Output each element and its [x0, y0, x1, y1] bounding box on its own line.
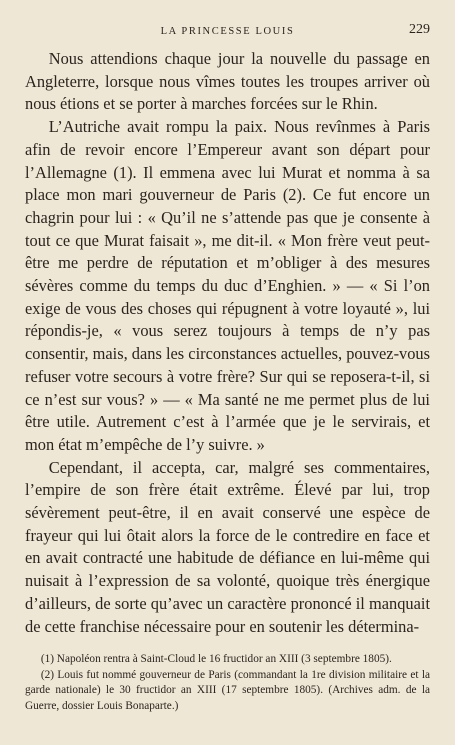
paragraph: L’Autriche avait rompu la paix. Nous revînmes à Paris afin de revoir encore l’Empereur avant son départ pour l’Allemagne (1). Il emmena avec lui Murat et nomma à sa place mon mari gouverneur de Paris (2). Ce fut encore un chagrin pour lui : « Qu’il ne s’attende pas que je consente à tout ce que Murat faisait », me dit-il. « Mon frère veut peut-être me perdre de réputation et m’obliger à des mesures sévères comme du temps du duc d’Enghien. » — « Si l’on exige de vous des choses qui répugnent à votre loyauté », lui répondis-je, « vous serez toujours à temps de n’y pas consentir, mais, dans les circonstances actuelles, pouvez-vous refuser votre secours à votre frère? Sur qui se reposera-t-il, si ce n’est sur vous? » — « Ma santé ne me permet plus de lui être utile. Autrement c’est à l’armée que je le servirais, et mon état m’empêche de l’y suivre. »	[25, 117, 430, 454]
running-title: LA PRINCESSE LOUIS	[160, 26, 295, 37]
footnote: (1) Napoléon rentra à Saint-Cloud le 16 fructidor an XIII (3 septembre 1805).	[40, 653, 392, 665]
page-number: 229	[409, 22, 430, 37]
body-text	[25, 48, 430, 638]
paragraph: Nous attendions chaque jour la nouvelle du passage en Angleterre, lorsque nous vîmes toutes les troupes arriver où nous étions et se porter à marches forcées sur le Rhin.	[25, 49, 430, 114]
footnotes	[25, 652, 430, 714]
page-header	[25, 22, 430, 44]
paragraph: Cependant, il accepta, car, malgré ses commentaires, l’empire de son frère était extrême. Élevé par lui, trop sévèrement peut-être, il en avait conservé une espèce de frayeur qui lui ôtait alors la force de le contredire en face et en avait contracté une habitude de défiance en lui-même qui nuisait à l’expression de sa volonté, quoique très énergique d’ailleurs, de sorte qu’avec un caractère prononcé il manquait de cette franchise nécessaire pour en soutenir les détermina-	[25, 457, 430, 636]
footnote: (2) Louis fut nommé gouverneur de Paris (commandant la 1re division militaire et la garde nationale) le 30 fructidor an XIII (17 septembre 1805). (Archives adm. de la Guerre, dossier Louis Bonaparte.)	[25, 668, 430, 712]
